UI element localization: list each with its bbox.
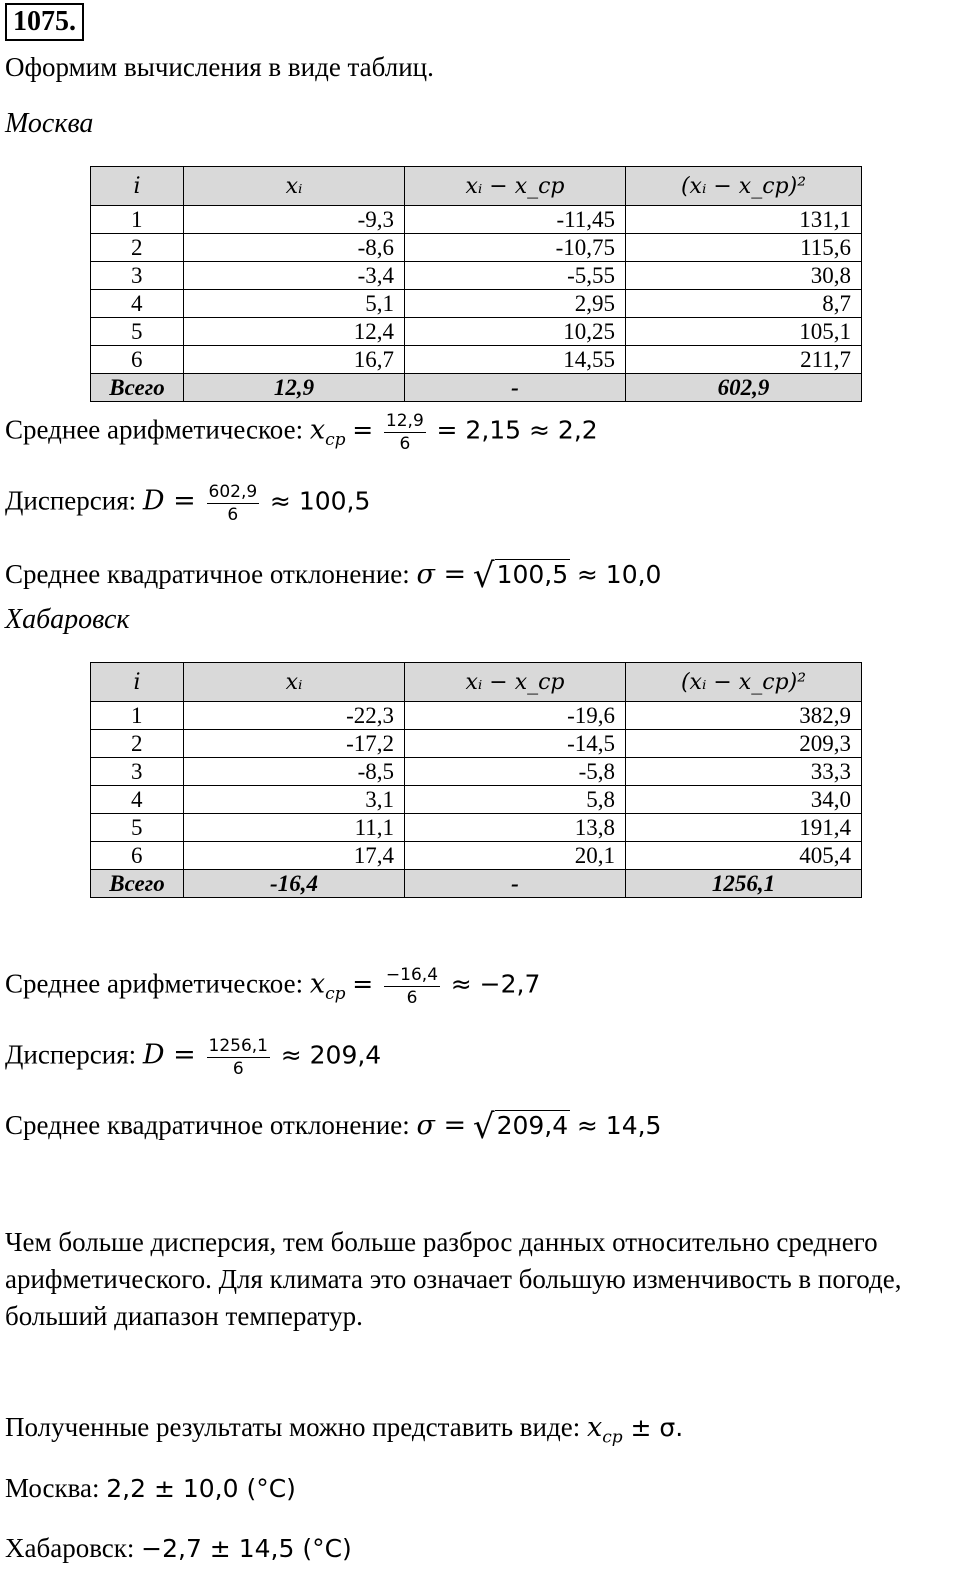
table-cell: -3,4 [184,262,405,290]
table-cell: 382,9 [626,702,862,730]
table-cell: -22,3 [184,702,405,730]
col-header-deviation: xᵢ − x_cp [405,167,626,206]
table-row [91,346,862,374]
khab-mean: Среднее арифметическое: $x_{cp}$ = $\frac{-16,4}{6}$ ≈ −2,7 [5,965,541,1008]
total-label: Всего [91,374,184,402]
table-row [91,206,862,234]
disp-result: ≈ 100,5 [269,486,371,516]
results-intro [5,1412,683,1447]
table-cell: 33,3 [626,758,862,786]
disp-symbol: D = [142,485,196,517]
table-cell: 3,1 [184,786,405,814]
table-cell: 13,8 [405,814,626,842]
table-row [91,290,862,318]
sd-label: Среднее квадратичное отклонение: [5,559,417,589]
table-cell: 16,7 [184,346,405,374]
sd-result: ≈ 10,0 [576,560,662,589]
table-total-row [91,870,862,898]
table-cell: -5,8 [405,758,626,786]
sd-label: Среднее квадратичное отклонение: [5,1110,417,1140]
table-cell: 20,1 [405,842,626,870]
disp-label: Дисперсия: [5,1039,143,1070]
table-row [91,702,862,730]
total-sum: -16,4 [184,870,405,898]
moscow-result [5,1473,296,1504]
col-header-squared: (xᵢ − x_cp)² [626,167,862,206]
table-cell: 209,3 [626,730,862,758]
table-body [91,206,862,374]
sqrt-icon: √ [472,556,495,596]
table-cell: 34,0 [626,786,862,814]
table-row [91,234,862,262]
total-label: Всего [91,870,184,898]
table-cell: -19,6 [405,702,626,730]
col-header-i: i [91,167,184,206]
moscow-sd [5,556,661,596]
table-cell: 1 [91,206,184,234]
table-cell: 2 [91,730,184,758]
conclusion-text: Чем больше дисперсия, тем больше разброс данных относительно среднего арифметического. Для климата это означает большую изменчивость в погоде, больший диапазон температур. [5,1227,902,1331]
mean-subscript: cp [325,430,346,451]
table-total-row [91,374,862,402]
disp-fraction: $\frac{602,9}{6}$ [208,482,258,525]
moscow-result-value: 2,2 ± 10,0 (°C) [106,1474,296,1503]
table-cell: 5,8 [405,786,626,814]
col-header-i: i [91,663,184,702]
total-squared: 1256,1 [626,870,862,898]
table-row [91,758,862,786]
moscow-mean: Среднее арифметическое: $x_{cp}$ = $\frac{12,9}{6}$ = 2,15 ≈ 2,2 [5,411,598,454]
col-header-xi: xᵢ [184,167,405,206]
table-header-row [91,663,862,702]
problem-number: 1075. [5,3,84,41]
khab-result [5,1533,352,1564]
table-cell: -11,45 [405,206,626,234]
table-row [91,814,862,842]
table-cell: 17,4 [184,842,405,870]
col-header-deviation: xᵢ − x_cp [405,663,626,702]
table-row [91,730,862,758]
disp-fraction: $\frac{1256,1}{6}$ [208,1036,268,1079]
khab-dispersion [5,1035,381,1080]
table-cell: 6 [91,842,184,870]
results-tail: ± σ. [622,1413,684,1442]
moscow-dispersion [5,481,370,526]
table-header-row [91,167,862,206]
table-cell: 3 [91,262,184,290]
khab-sd [5,1107,661,1147]
sd-radicand: 209,4 [496,1111,569,1140]
table-cell: 12,4 [184,318,405,346]
table-cell: 30,8 [626,262,862,290]
table-cell: 4 [91,786,184,814]
table-cell: -17,2 [184,730,405,758]
mean-result: = 2,15 ≈ 2,2 [436,415,598,445]
table-cell: 5 [91,814,184,842]
mean-fraction: $\frac{-16,4}{6}$ [385,965,439,1008]
moscow-result-label: Москва: [5,1473,107,1503]
table-row [91,262,862,290]
table-moscow [90,166,862,402]
table-cell: 105,1 [626,318,862,346]
mean-label: Среднее арифметическое: [5,968,310,999]
table-row [91,786,862,814]
table-row [91,842,862,870]
table-cell: 8,7 [626,290,862,318]
table-cell: 10,25 [405,318,626,346]
table-cell: -10,75 [405,234,626,262]
col-header-xi: xᵢ [184,663,405,702]
table-cell: -5,55 [405,262,626,290]
sd-symbol: σ = [416,1110,467,1141]
mean-fraction: $\frac{12,9}{6}$ [385,411,424,454]
table-body [91,702,862,870]
disp-result: ≈ 209,4 [280,1040,382,1070]
mean-subscript: cp [325,984,346,1005]
table-cell: 3 [91,758,184,786]
table-cell: 131,1 [626,206,862,234]
table-cell: 5 [91,318,184,346]
mean-label: Среднее арифметическое: [5,414,310,445]
table-cell: -9,3 [184,206,405,234]
total-dash: - [405,870,626,898]
table-cell: 2,95 [405,290,626,318]
table-cell: -8,6 [184,234,405,262]
table-cell: 191,4 [626,814,862,842]
khab-result-value: −2,7 ± 14,5 (°C) [141,1534,352,1563]
table-cell: 2 [91,234,184,262]
total-dash: - [405,374,626,402]
sd-result: ≈ 14,5 [576,1111,662,1140]
table-cell: 211,7 [626,346,862,374]
table-khabarovsk [90,662,862,898]
table-cell: 11,1 [184,814,405,842]
table-cell: 115,6 [626,234,862,262]
total-squared: 602,9 [626,374,862,402]
table-cell: 405,4 [626,842,862,870]
intro-text: Оформим вычисления в виде таблиц. [5,52,434,82]
khab-result-label: Хабаровск: [5,1533,142,1563]
table-cell: -14,5 [405,730,626,758]
table-cell: 14,55 [405,346,626,374]
disp-symbol: D = [142,1039,196,1071]
table-cell: 1 [91,702,184,730]
col-header-squared: (xᵢ − x_cp)² [626,663,862,702]
results-subscript: cp [602,1427,623,1448]
mean-result: ≈ −2,7 [450,969,541,999]
total-sum: 12,9 [184,374,405,402]
sd-radicand: 100,5 [496,560,569,589]
sd-symbol: σ = [416,559,467,590]
disp-label: Дисперсия: [5,485,143,516]
sqrt-icon: √ [472,1107,495,1147]
results-symbol: x [586,1412,603,1443]
table-cell: -8,5 [184,758,405,786]
table-cell: 5,1 [184,290,405,318]
table-cell: 6 [91,346,184,374]
table-row [91,318,862,346]
mean-symbol: x [309,414,326,446]
table-cell: 4 [91,290,184,318]
results-intro-text: Полученные результаты можно представить виде: [5,1412,587,1442]
city-moscow: Москва [5,108,94,139]
mean-symbol: x [309,968,326,1000]
city-khabarovsk: Хабаровск [5,604,130,635]
